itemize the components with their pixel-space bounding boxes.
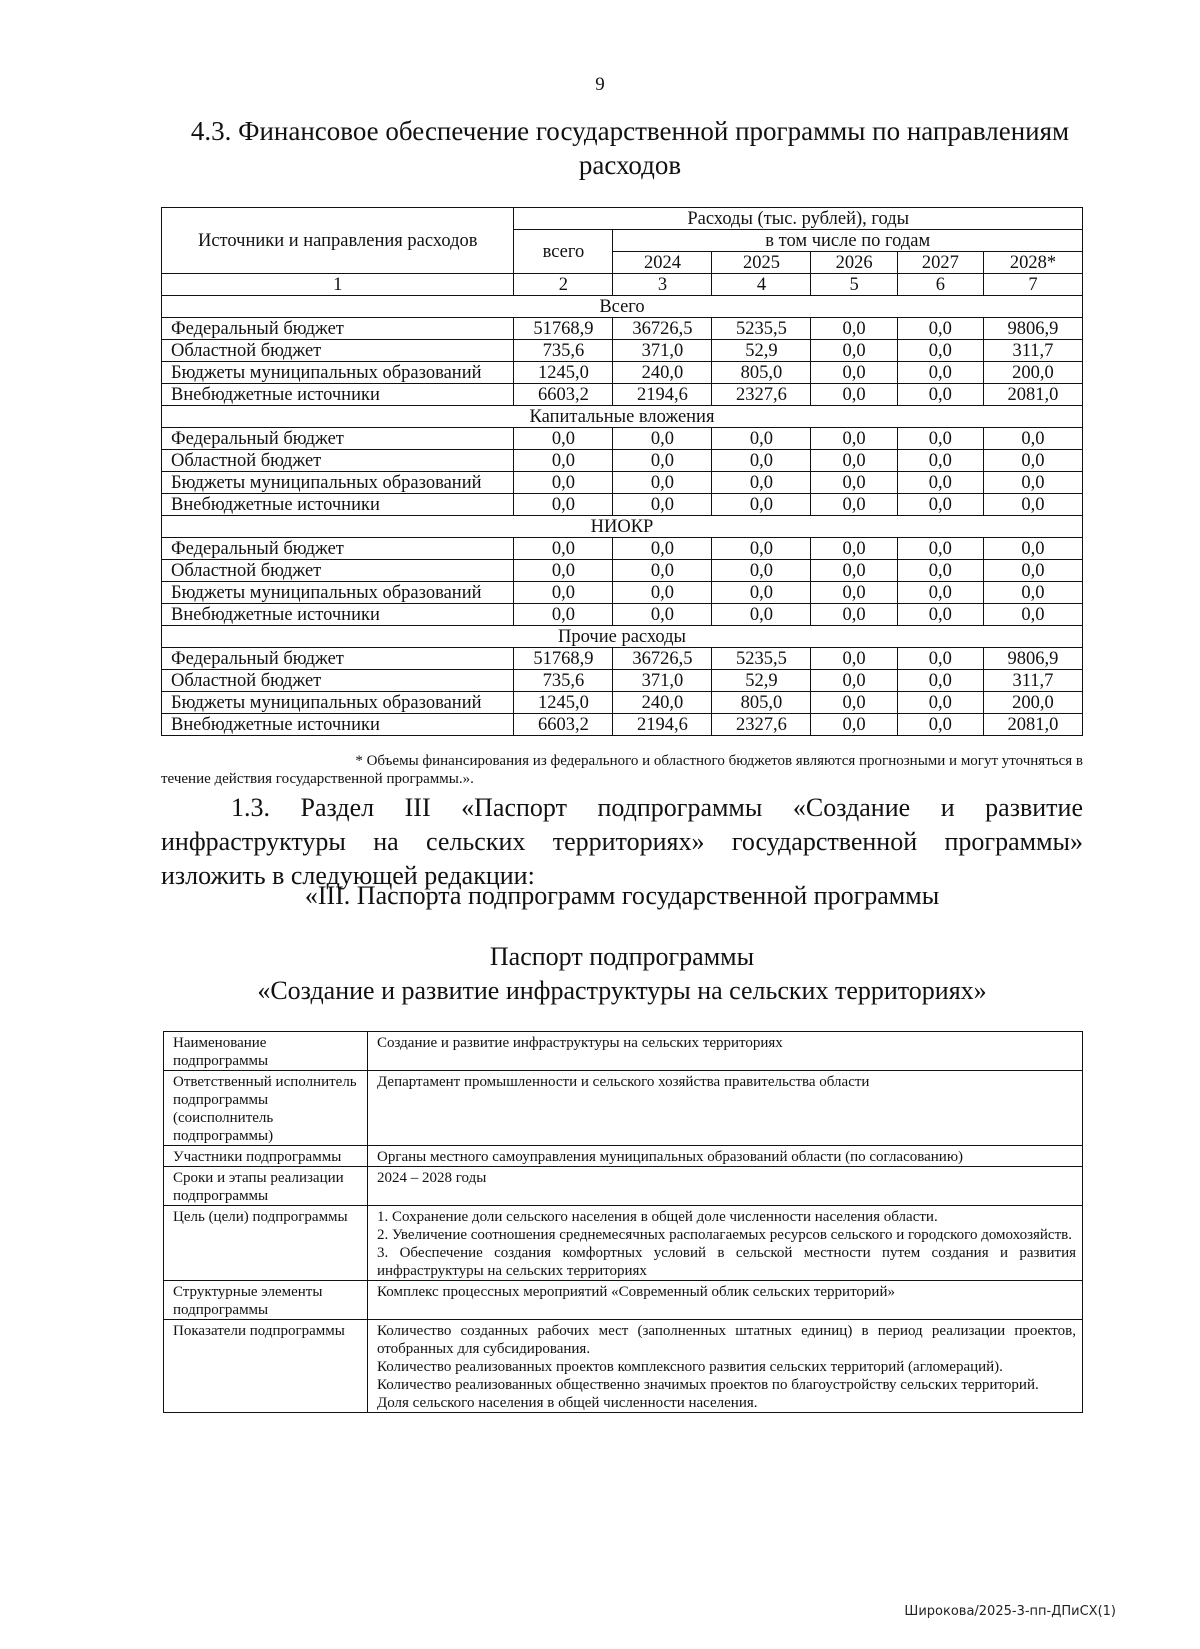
passport-value (368, 1167, 1083, 1206)
value-cell: 0,0 (613, 472, 712, 494)
value-cell: 0,0 (712, 604, 811, 626)
group-row (162, 296, 1083, 318)
value-cell: 0,0 (613, 538, 712, 560)
value-cell: 5235,5 (712, 648, 811, 670)
source-label: Областной бюджет (162, 340, 514, 362)
passport-label: Цель (цели) подпрограммы (164, 1206, 368, 1281)
value-cell: 0,0 (514, 582, 613, 604)
table-row (162, 450, 1083, 472)
table-row (162, 472, 1083, 494)
passport-value-line: Департамент промышленности и сельского хозяйства правительства области (377, 1074, 870, 1090)
column-number: 1 (162, 274, 514, 296)
source-label: Внебюджетные источники (162, 384, 514, 406)
value-cell: 6603,2 (514, 384, 613, 406)
value-cell: 0,0 (897, 648, 983, 670)
column-number: 4 (712, 274, 811, 296)
value-cell: 0,0 (897, 604, 983, 626)
value-cell: 0,0 (897, 362, 983, 384)
table-header-row (162, 208, 1083, 230)
table-row (162, 604, 1083, 626)
value-cell: 0,0 (811, 428, 897, 450)
heading-passports: «III. Паспорта подпрограмм государственной программы (304, 881, 940, 910)
paragraph-1-3: 1.3. Раздел III «Паспорт подпрограммы «Создание и развитие инфраструктуры на сельских территориях» государственной программы» изложить в следующей редакции: (161, 793, 1083, 890)
value-cell: 0,0 (514, 472, 613, 494)
passport-value (368, 1281, 1083, 1320)
table-row (162, 428, 1083, 450)
passport-value-line: 1. Сохранение доли сельского населения в общей доле численности населения области. (377, 1209, 938, 1225)
passport-value-line: 2024 – 2028 годы (377, 1170, 487, 1186)
value-cell: 735,6 (514, 670, 613, 692)
table-row (162, 714, 1083, 736)
value-cell: 0,0 (983, 560, 1082, 582)
value-cell: 0,0 (613, 604, 712, 626)
value-cell: 0,0 (811, 472, 897, 494)
value-cell: 0,0 (983, 472, 1082, 494)
source-label: Бюджеты муниципальных образований (162, 472, 514, 494)
value-cell: 9806,9 (983, 318, 1082, 340)
source-label: Федеральный бюджет (162, 428, 514, 450)
passport-label: Ответственный исполнитель подпрограммы (соисполнитель подпрограммы) (164, 1071, 368, 1146)
value-cell: 1245,0 (514, 692, 613, 714)
value-cell: 311,7 (983, 340, 1082, 362)
group-title: Прочие расходы (162, 626, 1083, 648)
value-cell: 0,0 (712, 450, 811, 472)
source-label: Внебюджетные источники (162, 494, 514, 516)
source-label: Областной бюджет (162, 670, 514, 692)
value-cell: 0,0 (897, 340, 983, 362)
table-row (162, 494, 1083, 516)
group-title: Всего (162, 296, 1083, 318)
passport-label: Показатели подпрограммы (164, 1320, 368, 1413)
column-number: 7 (983, 274, 1082, 296)
group-row (162, 406, 1083, 428)
passport-label: Сроки и этапы реализации подпрограммы (164, 1167, 368, 1206)
table-row (162, 318, 1083, 340)
column-number: 2 (514, 274, 613, 296)
value-cell: 0,0 (897, 494, 983, 516)
value-cell: 805,0 (712, 692, 811, 714)
page-number: 9 (595, 74, 605, 95)
value-cell: 0,0 (811, 692, 897, 714)
value-cell: 1245,0 (514, 362, 613, 384)
passport-title (161, 940, 1083, 1008)
value-cell: 0,0 (897, 450, 983, 472)
value-cell: 0,0 (613, 582, 712, 604)
value-cell: 9806,9 (983, 648, 1082, 670)
column-number: 5 (811, 274, 897, 296)
value-cell: 0,0 (712, 560, 811, 582)
value-cell: 735,6 (514, 340, 613, 362)
value-cell: 0,0 (897, 692, 983, 714)
passport-row (164, 1167, 1083, 1206)
value-cell: 0,0 (811, 494, 897, 516)
value-cell: 0,0 (811, 340, 897, 362)
value-cell: 0,0 (983, 582, 1082, 604)
value-cell: 51768,9 (514, 648, 613, 670)
table-row (162, 384, 1083, 406)
source-label: Бюджеты муниципальных образований (162, 582, 514, 604)
value-cell: 0,0 (811, 582, 897, 604)
table-row (162, 582, 1083, 604)
value-cell: 2194,6 (613, 384, 712, 406)
passport-value-line: Доля сельского населения в общей численности населения. (377, 1395, 758, 1411)
value-cell: 0,0 (897, 670, 983, 692)
value-cell: 52,9 (712, 670, 811, 692)
value-cell: 0,0 (811, 670, 897, 692)
value-cell: 0,0 (613, 494, 712, 516)
value-cell: 51768,9 (514, 318, 613, 340)
column-number: 3 (613, 274, 712, 296)
value-cell: 0,0 (514, 604, 613, 626)
value-cell: 0,0 (712, 472, 811, 494)
column-number: 6 (897, 274, 983, 296)
value-cell: 0,0 (811, 560, 897, 582)
value-cell: 0,0 (897, 384, 983, 406)
passport-value-line: Создание и развитие инфраструктуры на сельских территориях (377, 1035, 783, 1051)
passport-value-line: Органы местного самоуправления муниципальных образований области (по согласованию) (377, 1149, 964, 1165)
value-cell: 5235,5 (712, 318, 811, 340)
source-label: Федеральный бюджет (162, 318, 514, 340)
value-cell: 0,0 (983, 450, 1082, 472)
value-cell: 0,0 (897, 318, 983, 340)
table-row (162, 670, 1083, 692)
value-cell: 0,0 (811, 318, 897, 340)
value-cell: 0,0 (514, 560, 613, 582)
passport-label: Участники подпрограммы (164, 1146, 368, 1167)
value-cell: 240,0 (613, 692, 712, 714)
table-row (162, 362, 1083, 384)
value-cell: 200,0 (983, 692, 1082, 714)
passport-value-line: Количество реализованных общественно значимых проектов по благоустройству сельских территорий. (377, 1377, 1039, 1393)
passport-row (164, 1071, 1083, 1146)
passport-title-line: Паспорт подпрограммы (489, 942, 755, 971)
passport-title-line: «Создание и развитие инфраструктуры на сельских территориях» (257, 976, 987, 1005)
value-cell: 0,0 (811, 648, 897, 670)
value-cell: 2327,6 (712, 384, 811, 406)
source-label: Бюджеты муниципальных образований (162, 692, 514, 714)
passport-value (368, 1032, 1083, 1071)
group-title: Капитальные вложения (162, 406, 1083, 428)
value-cell: 805,0 (712, 362, 811, 384)
value-cell: 371,0 (613, 670, 712, 692)
header-total: всего (514, 230, 613, 274)
passport-row (164, 1281, 1083, 1320)
header-year: 2028* (983, 252, 1082, 274)
footnote (161, 752, 1083, 788)
value-cell: 0,0 (811, 384, 897, 406)
value-cell: 2081,0 (983, 714, 1082, 736)
passport-value (368, 1320, 1083, 1413)
passport-value-line: Количество созданных рабочих мест (заполненных штатных единиц) в период реализации проектов, отобранных для субсидирования. (377, 1323, 1076, 1357)
section-title: 4.3. Финансовое обеспечение государственной программы по направлениям расходов (190, 116, 1070, 180)
value-cell: 36726,5 (613, 318, 712, 340)
value-cell: 371,0 (613, 340, 712, 362)
value-cell: 0,0 (514, 538, 613, 560)
header-source: Источники и направления расходов (162, 208, 514, 274)
value-cell: 0,0 (811, 538, 897, 560)
passport-label: Наименование подпрограммы (164, 1032, 368, 1071)
value-cell: 0,0 (712, 428, 811, 450)
footnote-line: течение действия государственной программы.». (161, 771, 474, 787)
passport-value (368, 1206, 1083, 1281)
source-label: Федеральный бюджет (162, 538, 514, 560)
value-cell: 0,0 (983, 494, 1082, 516)
value-cell: 0,0 (514, 494, 613, 516)
value-cell: 0,0 (983, 428, 1082, 450)
value-cell: 0,0 (613, 560, 712, 582)
value-cell: 0,0 (811, 604, 897, 626)
source-label: Областной бюджет (162, 450, 514, 472)
value-cell: 0,0 (897, 582, 983, 604)
passport-value-line: 3. Обеспечение создания комфортных условий в сельской местности путем создания и развития инфраструктуры на сельских территориях (377, 1245, 1076, 1279)
header-year: 2027 (897, 252, 983, 274)
passport-row (164, 1146, 1083, 1167)
table-row (162, 648, 1083, 670)
value-cell: 0,0 (897, 472, 983, 494)
source-label: Внебюджетные источники (162, 604, 514, 626)
passport-value (368, 1071, 1083, 1146)
value-cell: 36726,5 (613, 648, 712, 670)
value-cell: 0,0 (811, 362, 897, 384)
value-cell: 2081,0 (983, 384, 1082, 406)
value-cell: 0,0 (712, 582, 811, 604)
group-title: НИОКР (162, 516, 1083, 538)
passport-row (164, 1206, 1083, 1281)
value-cell: 200,0 (983, 362, 1082, 384)
header-year: 2025 (712, 252, 811, 274)
header-expenses: Расходы (тыс. рублей), годы (514, 208, 1083, 230)
passport-table (163, 1031, 1083, 1413)
passport-value (368, 1146, 1083, 1167)
value-cell: 0,0 (811, 450, 897, 472)
value-cell: 52,9 (712, 340, 811, 362)
value-cell: 0,0 (983, 604, 1082, 626)
source-label: Бюджеты муниципальных образований (162, 362, 514, 384)
value-cell: 0,0 (514, 450, 613, 472)
value-cell: 0,0 (811, 714, 897, 736)
passport-value-line: Комплекс процессных мероприятий «Современный облик сельских территорий» (377, 1284, 895, 1300)
footnote-line: * Объемы финансирования из федерального и областного бюджетов являются прогнозными и могут уточняться в (355, 753, 1083, 769)
document-stamp: Широкова/2025-3-пп-ДПиСХ(1) (904, 1604, 1116, 1619)
value-cell: 0,0 (514, 428, 613, 450)
value-cell: 0,0 (613, 450, 712, 472)
value-cell: 0,0 (897, 560, 983, 582)
value-cell: 0,0 (897, 714, 983, 736)
source-label: Внебюджетные источники (162, 714, 514, 736)
passport-label: Структурные элементы подпрограммы (164, 1281, 368, 1320)
value-cell: 240,0 (613, 362, 712, 384)
source-label: Областной бюджет (162, 560, 514, 582)
passport-value-line: Количество реализованных проектов комплексного развития сельских территорий (агломераций). (377, 1359, 1003, 1375)
value-cell: 0,0 (897, 538, 983, 560)
header-incl-years: в том числе по годам (613, 230, 1083, 252)
value-cell: 2194,6 (613, 714, 712, 736)
passport-value-line: 2. Увеличение соотношения среднемесячных располагаемых ресурсов сельского и городского домохозяйств. (377, 1227, 1072, 1243)
header-year: 2026 (811, 252, 897, 274)
table-row (162, 538, 1083, 560)
table-row (162, 692, 1083, 714)
value-cell: 0,0 (897, 428, 983, 450)
table-row (162, 340, 1083, 362)
group-row (162, 626, 1083, 648)
passport-row (164, 1320, 1083, 1413)
financing-table (161, 207, 1083, 736)
value-cell: 0,0 (712, 494, 811, 516)
source-label: Федеральный бюджет (162, 648, 514, 670)
table-row (162, 560, 1083, 582)
value-cell: 0,0 (613, 428, 712, 450)
value-cell: 0,0 (983, 538, 1082, 560)
header-year: 2024 (613, 252, 712, 274)
group-row (162, 516, 1083, 538)
value-cell: 311,7 (983, 670, 1082, 692)
column-number-row (162, 274, 1083, 296)
value-cell: 6603,2 (514, 714, 613, 736)
value-cell: 0,0 (712, 538, 811, 560)
value-cell: 2327,6 (712, 714, 811, 736)
passport-row (164, 1032, 1083, 1071)
